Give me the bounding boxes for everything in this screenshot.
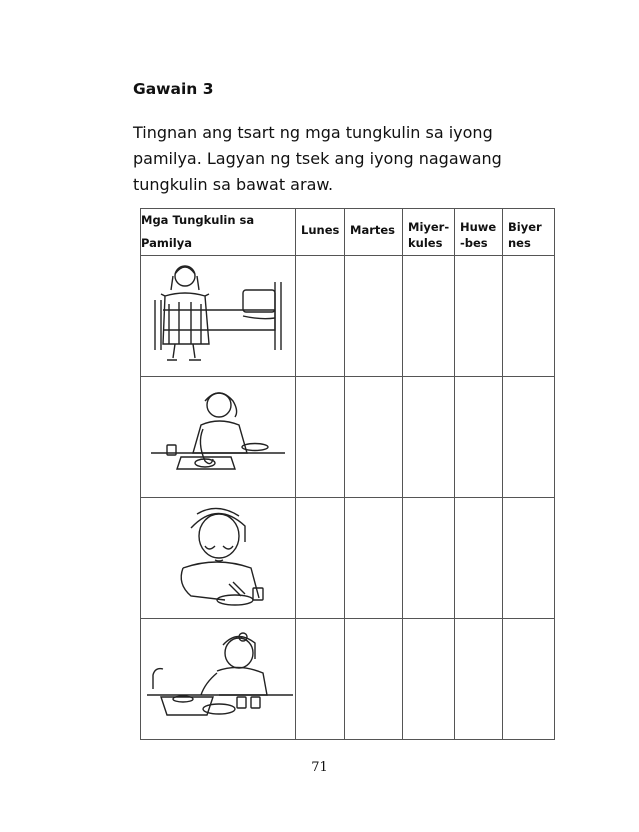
- day-label: Lunes: [301, 223, 340, 237]
- table-header-row: [141, 209, 555, 256]
- activity-title: Gawain 3: [133, 80, 214, 98]
- check-cell[interactable]: [296, 498, 345, 619]
- check-cell[interactable]: [455, 619, 503, 740]
- check-cell[interactable]: [403, 619, 455, 740]
- duty-illustration-cell: [141, 377, 296, 498]
- duties-column-header: Mga Tungkulin sa Pamilya: [141, 209, 296, 256]
- day-header-lunes: [296, 209, 345, 256]
- check-cell[interactable]: [345, 619, 403, 740]
- check-cell[interactable]: [296, 619, 345, 740]
- girl-making-bed-icon: [143, 260, 293, 372]
- duty-illustration-cell: [141, 498, 296, 619]
- check-cell[interactable]: [455, 377, 503, 498]
- table-row: [141, 619, 555, 740]
- activity-instructions: Tingnan ang tsart ng mga tungkulin sa iyong pamilya. Lagyan ng tsek ang iyong nagawang tungkulin sa bawat araw.: [133, 123, 502, 194]
- table-row: [141, 377, 555, 498]
- day-header-martes: [345, 209, 403, 256]
- day-header-huwebes: [455, 209, 503, 256]
- check-cell[interactable]: [403, 256, 455, 377]
- check-cell[interactable]: [345, 377, 403, 498]
- day-header-miyerkules: [403, 209, 455, 256]
- check-cell[interactable]: [503, 377, 555, 498]
- girl-washing-dishes-icon: [143, 623, 293, 735]
- check-cell[interactable]: [403, 498, 455, 619]
- check-cell[interactable]: [296, 377, 345, 498]
- day-label: Miyer- kules: [408, 220, 450, 250]
- check-cell[interactable]: [345, 256, 403, 377]
- check-cell[interactable]: [503, 498, 555, 619]
- day-label: Huwe -bes: [460, 220, 497, 250]
- table-row: [141, 498, 555, 619]
- check-cell[interactable]: [503, 256, 555, 377]
- table-row: [141, 256, 555, 377]
- girl-setting-table-icon: [143, 381, 293, 493]
- check-cell[interactable]: [345, 498, 403, 619]
- check-cell[interactable]: [455, 256, 503, 377]
- day-label: Biyer nes: [508, 220, 542, 250]
- duties-chart-table: [140, 208, 555, 740]
- check-cell[interactable]: [503, 619, 555, 740]
- day-header-biyernes: [503, 209, 555, 256]
- duty-illustration-cell: [141, 619, 296, 740]
- day-label: Martes: [350, 223, 396, 237]
- check-cell[interactable]: [403, 377, 455, 498]
- page-number: 71: [311, 760, 328, 775]
- check-cell[interactable]: [296, 256, 345, 377]
- duty-illustration-cell: [141, 256, 296, 377]
- check-cell[interactable]: [455, 498, 503, 619]
- girl-wiping-plate-icon: [143, 502, 293, 614]
